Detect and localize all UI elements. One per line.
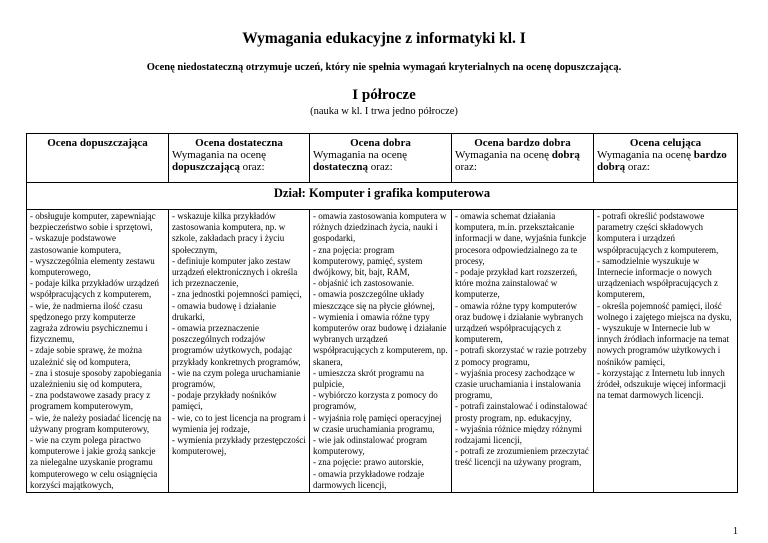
requirement-note: Wymagania na ocenę bardzo dobrą oraz: (597, 149, 727, 173)
semester-heading: I półrocze (352, 87, 416, 103)
grade-label: Ocena dostateczna (195, 137, 283, 149)
requirements-row (27, 210, 738, 493)
cell-bardzo-dobra (452, 210, 594, 493)
requirement-item: - potrafi skorzystać w razie potrzeby z pomocy programu, (455, 345, 587, 367)
requirement-item: - zna pojęcie: prawo autorskie, (313, 457, 424, 468)
requirement-item: - omawia poszczególne układy mieszczące się na płycie głównej, (313, 289, 435, 311)
requirement-item: - umieszcza skrót programu na pulpicie, (313, 367, 424, 390)
requirement-item: - omawia zastosowania komputera w różnych dziedzinach życia, nauki i gospodarki, (313, 211, 447, 244)
requirement-item: - objaśnić ich zastosowanie. (313, 278, 414, 289)
requirement-item: - wie jak odinstalować program komputerowy, (313, 435, 427, 457)
column-header-dostateczna (169, 134, 310, 183)
column-header-celujaca (594, 134, 738, 183)
requirement-item: - omawia budowę i działanie drukarki, (172, 300, 276, 322)
requirement-item: - podaje przykład kart rozszerzeń, które można zainstalować w komputerze, (455, 267, 578, 300)
cell-dostateczna (169, 210, 310, 493)
grade-label: Ocena celująca (629, 137, 702, 149)
requirement-item: - wie na czym polega piractwo komputerowe i jakie grożą sankcje za nielegalne uzyskanie programu komputerowego w celu osiągnięcia korzyści majątkowych, (30, 435, 158, 490)
requirement-item: - wyszczególnia elementy zestawu komputerowego, (30, 255, 155, 278)
requirement-item: - wyjaśnia rolę pamięci operacyjnej w czasie uruchamiania programu, (313, 412, 442, 434)
semester-note: (nauka w kl. I trwa jedno półrocze) (310, 106, 458, 117)
section-title-row (27, 183, 738, 207)
requirement-item: - wie, że nadmierna ilość czasu spędzonego przy komputerze zagraża zdrowiu psychicznemu i fizycznemu, (30, 300, 148, 345)
requirement-item: - korzystając z Internetu lub innych źródeł, odszukuje więcej informacji na temat darmowych licencji. (597, 367, 726, 401)
requirements-table (26, 133, 738, 493)
requirement-item: - wymienia przykłady przestępczości komputerowej, (172, 435, 306, 457)
requirement-item: - wie, że należy posiadać licencję na używany program komputerowy, (30, 412, 162, 434)
requirement-item: - omawia przykładowe rodzaje darmowych licencji, (313, 468, 425, 490)
requirement-item: - wyszukuje w Internecie lub w innych źródłach informacje na temat nowych programów użytkowych i nośników pamięci, (597, 323, 729, 367)
column-header-dopuszczajaca (27, 134, 169, 183)
cell-celujaca (594, 210, 738, 493)
cell-dobra (310, 210, 452, 493)
requirement-item: - wie, co to jest licencja na program i wymienia jej rodzaje, (172, 412, 306, 434)
requirement-item: - wskazuje podstawowe zastosowanie komputera, (30, 233, 121, 255)
grade-label: Ocena bardzo dobra (474, 137, 571, 149)
section-title: Dział: Komputer i grafika komputerowa (27, 183, 738, 207)
requirement-item: - zna podstawowe zasady pracy z programem komputerowym, (30, 390, 151, 412)
requirement-item: - podaje przykłady nośników pamięci, (172, 390, 277, 412)
column-header-dobra (310, 134, 452, 183)
page-number: 1 (733, 526, 738, 537)
requirement-item: - wyjaśnia procesy zachodzące w czasie uruchamiania i instalowania programu, (455, 367, 581, 401)
requirement-item: - definiuje komputer jako zestaw urządzeń elektronicznych i określa ich przeznaczenie, (172, 255, 298, 289)
requirement-note: Wymagania na ocenę dostateczną oraz: (313, 149, 408, 173)
requirement-item: - potrafi określić podstawowe parametry części składowych komputera i urządzeń współpracujących z komputerem, (597, 211, 719, 255)
document-subtitle: Ocenę niedostateczną otrzymuje uczeń, który nie spełnia wymagań kryterialnych na ocenę dopuszczającą. (146, 62, 622, 73)
requirement-item: - samodzielnie wyszukuje w Internecie informacje o nowych urządzeniach współpracujących z komputerem, (597, 255, 718, 300)
requirement-note: Wymagania na ocenę dobrą oraz: (455, 149, 580, 173)
requirement-note: Wymagania na ocenę dopuszczającą oraz: (172, 149, 267, 173)
header-row (27, 134, 738, 183)
requirement-item: - wyjaśnia różnice między różnymi rodzajami licencji, (455, 423, 582, 446)
requirement-item: - wie na czym polega uruchamianie programów, (172, 367, 301, 390)
requirement-item: - omawia różne typy komputerów oraz budowę i działanie wybranych urządzeń współpracujących z komputerem, (455, 300, 583, 345)
document-title: Wymagania edukacyjne z informatyki kl. I (242, 30, 526, 47)
cell-dopuszczajaca (27, 210, 169, 493)
grade-label: Ocena dopuszczająca (47, 137, 148, 149)
requirement-item: - wskazuje kilka przykładów zastosowania komputera, np. w szkole, zakładach pracy i życiu społecznym, (172, 211, 286, 255)
requirement-item: - zna i stosuje sposoby zapobiegania uzależnieniu się od komputera, (30, 367, 162, 390)
requirement-item: - obsługuje komputer, zapewniając bezpieczeństwo sobie i sprzętowi, (30, 211, 156, 233)
requirement-item: - zdaje sobie sprawę, że można uzależnić się od komputera, (30, 345, 142, 367)
requirement-item: - podaje kilka przykładów urządzeń współpracujących z komputerem, (30, 278, 159, 300)
grade-label: Ocena dobra (350, 137, 411, 149)
requirement-item: - potrafi zainstalować i odinstalować prosty program, np. edukacyjny, (455, 401, 588, 423)
requirement-item: - wybiórczo korzysta z pomocy do programów, (313, 390, 438, 412)
column-header-bardzo-dobra (452, 134, 594, 183)
requirement-item: - omawia przeznaczenie poszczególnych rodzajów programów użytkowych, podając przykłady konkretnych programów, (172, 323, 301, 367)
requirement-item: - zna jednostki pojemności pamięci, (172, 289, 302, 300)
requirement-item: - wymienia i omawia różne typy komputerów oraz budowę i działanie wybranych urządzeń współpracujących z komputerem, np. skanera, (313, 311, 448, 367)
requirement-item: - omawia schemat działania komputera, m.in. przekształcanie informacji w dane, wyjaśnia funkcje procesora odpowiedzialnego za te procesy, (455, 211, 587, 266)
requirement-item: - potrafi ze zrozumieniem przeczytać treść licencji na używany program, (455, 446, 589, 468)
requirement-item: - określa pojemność pamięci, ilość wolnego i zajętego miejsca na dysku, (597, 300, 732, 322)
requirement-item: - zna pojęcia: program komputerowy, pamięć, system dwójkowy, bit, bajt, RAM, (313, 244, 423, 278)
